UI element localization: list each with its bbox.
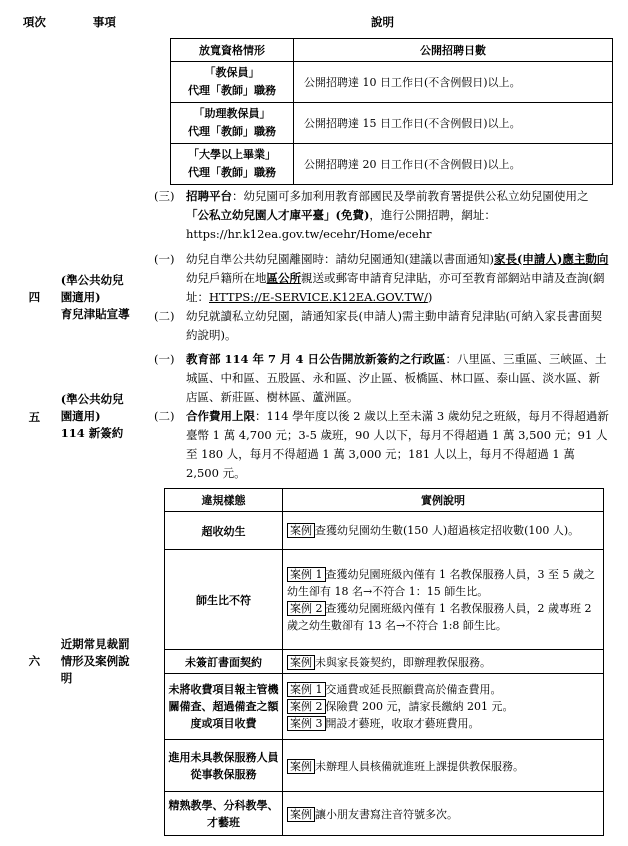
item-3-bold: 「公私立幼兒園人才庫平臺」(免費): [186, 208, 370, 222]
case-text: 未辦理人員核備就進班上課提供教保服務。: [315, 759, 524, 773]
row5-desc: [152, 347, 613, 486]
penalty-example-5: [283, 740, 604, 792]
penalty-header-example: 實例說明: [283, 489, 604, 512]
row5-item-1-text: [186, 350, 609, 407]
row4-item-1-text: [186, 250, 609, 307]
case-text: 未與家長簽契約，即辦理教保服務。: [315, 655, 491, 669]
penalty-example-1: [283, 512, 604, 550]
header-topic: 事項: [92, 15, 116, 29]
rec-qual-1: [171, 62, 294, 103]
rec-qual-1-b: 代理「教師」職務: [188, 84, 276, 97]
case-tag: 案例 1: [287, 567, 326, 582]
row-cont-topic: [57, 35, 152, 247]
rec-qual-3-a: 「大學以上畢業」: [188, 148, 276, 161]
row-cont-no: [12, 35, 57, 247]
rec-qual-2: [171, 103, 294, 144]
row5-i2: ：114 學年度以後 2 歲以上至未滿 3 歲幼兒之班級，每月不得超過新臺幣 1 萬 4,700 元；3-5 歲班，90 人以下，每月不得超過 1 萬 3,500 元；91 人至 180 人，每月不得超過 1 萬 3,000 元；181 人以上，每月不得超過 1 萬 2,500 元。: [186, 409, 609, 480]
case-line: [287, 715, 599, 732]
rec-header-qual: 放寬資格情形: [171, 39, 294, 62]
case-text: 查獲幼兒園班級內僅有 1 名教保服務人員，2 歲專班 2 歲之幼生數卻有 13 名→不符合 1:8 師生比。: [287, 601, 592, 632]
case-text: 交通費或延長照顧費高於備查費用。: [325, 683, 502, 696]
penalty-type-6: 精熟教學、分科教學、才藝班: [165, 792, 283, 836]
row4-i1-c: 親送或郵寄申請育兒津貼，亦可至教育部網站申請及查詢(網址：: [186, 270, 605, 304]
case-text: 查獲幼兒園幼生數(150 人)超過核定招收數(100 人)。: [315, 524, 580, 537]
row5-no: 五: [28, 409, 41, 424]
row5-item-2-text: [186, 407, 609, 483]
case-line: [287, 600, 599, 634]
header-description: 說明: [371, 15, 394, 29]
case-text: 讓小朋友書寫注音符號多次。: [315, 807, 458, 821]
case-line: [287, 566, 599, 600]
row6-desc: [152, 486, 613, 836]
row5-topic-3: 114 新簽約: [60, 426, 124, 440]
penalty-header-type: 違規樣態: [165, 489, 283, 512]
row6-topic-2: 情形及案例說: [60, 653, 130, 668]
case-text: 開設才藝班，收取才藝班費用。: [325, 717, 480, 730]
row5-item-1-num: (一): [154, 352, 175, 366]
item-3: [152, 187, 613, 244]
item-3-text: [186, 187, 609, 244]
item-3-label: 招聘平台: [186, 189, 232, 203]
penalty-type-1: 超收幼生: [165, 512, 283, 550]
rec-qual-2-b: 代理「教師」職務: [188, 125, 276, 138]
case-tag: 案例 1: [287, 682, 326, 697]
row5-topic-2: 園適用): [60, 409, 101, 423]
penalty-type-5: 進用未具教保服務人員從事教保服務: [165, 740, 283, 792]
case-tag: 案例 2: [287, 699, 326, 714]
case-tag: 案例: [287, 523, 315, 538]
row5-i1: ：八里區、三重區、三峽區、土城區、中和區、五股區、永和區、汐止區、板橋區、林口區、泰山區、淡水區、新店區、新莊區、樹林區、蘆洲區。: [186, 352, 607, 404]
main-table: [12, 9, 613, 836]
row-cont-desc: [152, 35, 613, 247]
recruitment-table: [170, 38, 613, 185]
penalty-type-4: 未將收費項目報主管機關備查、超過備查之額度或項目收費: [165, 674, 283, 740]
row5-topic-1: (準公共幼兒: [60, 392, 124, 406]
case-tag: 案例: [287, 759, 315, 774]
rec-days-3: 公開招聘達 20 日工作日(不含例假日)以上。: [294, 144, 613, 185]
case-tag: 案例 3: [287, 716, 326, 731]
row6-topic: [57, 486, 152, 836]
row4-topic: [57, 247, 152, 347]
row5-i2-b: 合作費用上限: [186, 409, 255, 423]
row4-topic-2: 園適用): [60, 289, 101, 304]
row4-item-2-num: (二): [154, 308, 175, 323]
item-3-t2: ，進行公開招聘，網址：https://hr.k12ea.gov.tw/ecehr/Home/ecehr: [186, 208, 496, 241]
row4-item-1-num: (一): [154, 251, 175, 266]
row4-i1-b: 幼兒戶籍所在地: [186, 270, 267, 285]
case-tag: 案例: [287, 655, 315, 670]
rec-qual-1-a: 「教保員」: [204, 66, 260, 79]
penalty-type-3: 未簽訂書面契約: [165, 650, 283, 674]
row4-i1-bu2: 區公所: [266, 270, 301, 285]
row5-item-2: [152, 407, 613, 483]
row4-topic-3: 育兒津貼宣導: [60, 306, 130, 321]
penalty-example-3: [283, 650, 604, 674]
row4-topic-1: (準公共幼兒: [60, 272, 124, 287]
row5-item-1: [152, 350, 613, 407]
header-item-no: 項次: [22, 15, 46, 29]
item-3-num: (三): [154, 189, 175, 203]
rec-qual-3-b: 代理「教師」職務: [188, 166, 276, 179]
rec-qual-3: [171, 144, 294, 185]
row5-topic: [57, 347, 152, 486]
case-text: 保險費 200 元，請家長繳納 201 元。: [325, 700, 514, 713]
rec-days-2: 公開招聘達 15 日工作日(不含例假日)以上。: [294, 103, 613, 144]
row6-no: 六: [28, 654, 41, 668]
case-line: [287, 698, 599, 715]
row5-item-2-num: (二): [154, 409, 175, 423]
row6-topic-1: 近期常見裁罰: [60, 636, 130, 651]
row6-topic-3: 明: [60, 670, 73, 685]
penalty-example-2: [283, 550, 604, 650]
row4-desc: [152, 247, 613, 347]
rec-days-1: 公開招聘達 10 日工作日(不含例假日)以上。: [294, 62, 613, 103]
case-tag: 案例 2: [287, 601, 326, 616]
row4-i1-bu: 家長(申請人)應主動向: [493, 251, 609, 266]
row4-item-2-text: 幼兒就讀私立幼兒園，請通知家長(申請人)需主動申請育兒津貼(可納入家長書面契約說明)。: [186, 308, 602, 342]
row5-i1-b: 教育部 114 年 7 月 4 日公告開放新簽約之行政區: [186, 352, 446, 366]
row4-item-2: [152, 307, 613, 345]
row4-no: 四: [28, 290, 41, 304]
eservice-link[interactable]: HTTPS://E-SERVICE.K12EA.GOV.TW/: [209, 289, 428, 304]
penalty-example-4: [283, 674, 604, 740]
row4-i1-a: 幼兒自準公共幼兒園離園時：請幼兒園通知(建議以書面通知): [186, 251, 494, 266]
rec-qual-2-a: 「助理教保員」: [193, 107, 271, 120]
row4-i1-d: ): [427, 289, 433, 304]
case-tag: 案例: [287, 807, 315, 822]
row4-item-1: [152, 250, 613, 307]
penalty-table: [164, 488, 604, 836]
case-text: 查獲幼兒園班級內僅有 1 名教保服務人員，3 至 5 歲之幼生卻有 18 名→不符合 1：15 師生比。: [287, 567, 595, 598]
case-line: [287, 681, 599, 698]
item-3-t1: ：幼兒園可多加利用教育部國民及學前教育署提供公私立幼兒園使用之: [232, 189, 589, 203]
penalty-type-2: 師生比不符: [165, 550, 283, 650]
rec-header-days: 公開招聘日數: [294, 39, 613, 62]
penalty-example-6: [283, 792, 604, 836]
